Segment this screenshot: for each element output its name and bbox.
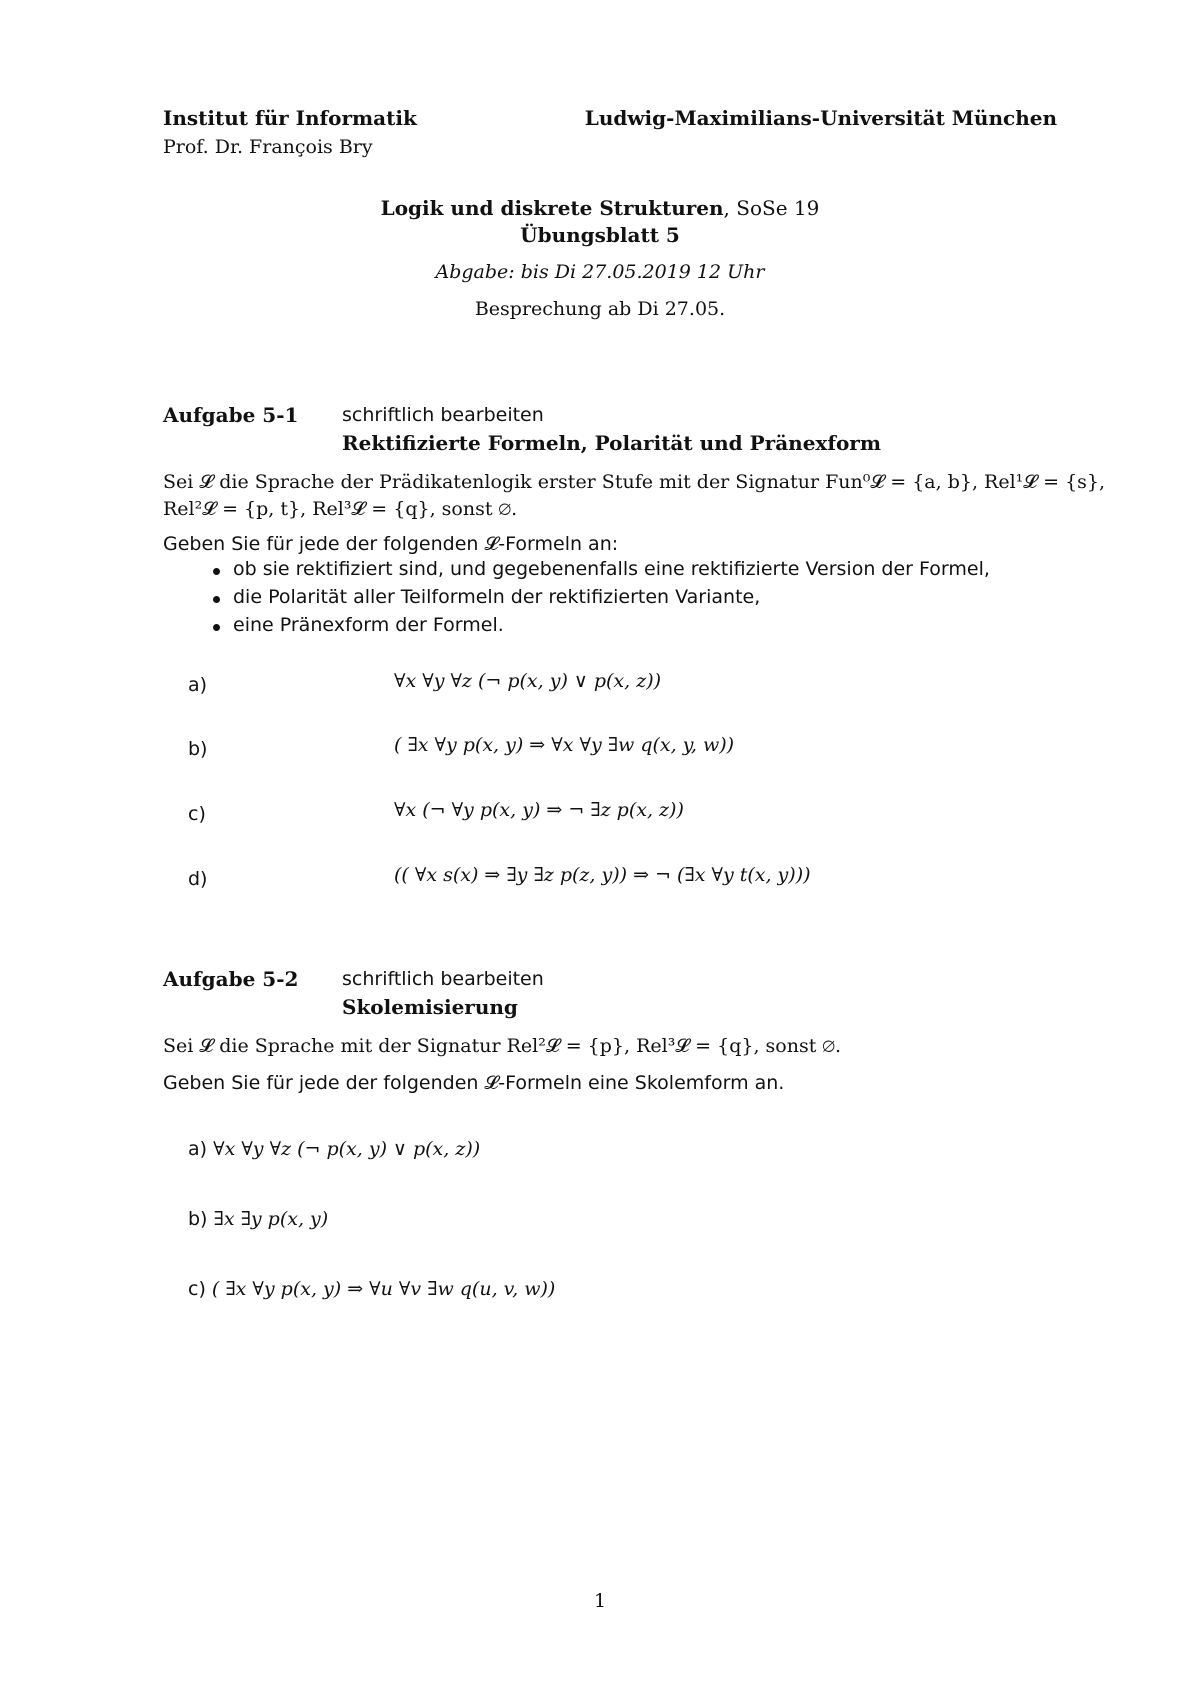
sheet-title: Übungsblatt 5 <box>520 223 680 247</box>
task1-label: Aufgabe 5-1 <box>163 403 299 427</box>
course-name: Logik und diskrete Strukturen <box>380 196 724 220</box>
task1-intro-line1: Sei 𝓛 die Sprache der Prädikatenlogik erster Stufe mit der Signatur Fun⁰𝓛 = {a, b}, Rel¹𝓛 = {s}, <box>163 471 1106 493</box>
task1-item-d-label: d) <box>188 868 208 890</box>
task2-label: Aufgabe 5-2 <box>163 967 299 991</box>
list-item: die Polarität aller Teilformeln der rektifizierten Variante, <box>205 586 990 614</box>
task1-item-b-label: b) <box>188 738 208 760</box>
deadline: Abgabe: bis Di 27.05.2019 12 Uhr <box>435 261 765 283</box>
task1-intro-line2: Rel²𝓛 = {p, t}, Rel³𝓛 = {q}, sonst ∅. <box>163 498 518 520</box>
task1-item-a-formula: ∀x ∀y ∀z (¬ p(x, y) ∨ p(x, z)) <box>394 670 662 692</box>
task2-item-c-label: c) <box>188 1278 206 1300</box>
task2-item-b-formula: ∃x ∃y p(x, y) <box>213 1208 329 1230</box>
course-semester: , SoSe 19 <box>723 196 820 220</box>
task2-item-b <box>188 1208 328 1230</box>
list-item: ob sie rektifiziert sind, und gegebenenfalls eine rektifizierte Version der Formel, <box>205 558 990 586</box>
page-number: 1 <box>593 1590 607 1612</box>
task2-item-c-formula: ( ∃x ∀y p(x, y) ⇒ ∀u ∀v ∃w q(u, v, w)) <box>211 1278 556 1300</box>
task1-bullet-list <box>205 558 990 642</box>
task2-item-a <box>188 1138 480 1160</box>
task1-instruction: Geben Sie für jede der folgenden 𝓛-Formeln an: <box>163 533 619 555</box>
course-title <box>0 196 1200 220</box>
task2-intro: Sei 𝓛 die Sprache mit der Signatur Rel²𝓛 = {p}, Rel³𝓛 = {q}, sonst ∅. <box>163 1035 842 1057</box>
task2-mode: schriftlich bearbeiten <box>342 968 544 990</box>
task1-item-c-label: c) <box>188 803 206 825</box>
task2-item-b-label: b) <box>188 1208 208 1230</box>
task1-item-d-formula: (( ∀x s(x) ⇒ ∃y ∃z p(z, y)) ⇒ ¬ (∃x ∀y t(x, y))) <box>394 864 811 886</box>
list-item: eine Pränexform der Formel. <box>205 614 990 642</box>
professor-name: Prof. Dr. François Bry <box>163 136 373 158</box>
task1-heading: Rektifizierte Formeln, Polarität und Pränexform <box>342 431 881 455</box>
task1-item-c-formula: ∀x (¬ ∀y p(x, y) ⇒ ¬ ∃z p(x, z)) <box>394 799 684 821</box>
task2-item-a-formula: ∀x ∀y ∀z (¬ p(x, y) ∨ p(x, z)) <box>213 1138 481 1160</box>
task2-item-c <box>188 1278 555 1300</box>
task1-mode: schriftlich bearbeiten <box>342 404 544 426</box>
task1-item-a-label: a) <box>188 674 208 696</box>
task2-item-a-label: a) <box>188 1138 208 1160</box>
discussion-date: Besprechung ab Di 27.05. <box>474 298 726 320</box>
task1-item-b-formula: ( ∃x ∀y p(x, y) ⇒ ∀x ∀y ∃w q(x, y, w)) <box>394 734 735 756</box>
institute-name: Institut für Informatik <box>163 106 417 130</box>
university-name: Ludwig-Maximilians-Universität München <box>584 106 1057 130</box>
task2-heading: Skolemisierung <box>342 995 518 1019</box>
task2-instruction: Geben Sie für jede der folgenden 𝓛-Formeln eine Skolemform an. <box>163 1072 785 1094</box>
